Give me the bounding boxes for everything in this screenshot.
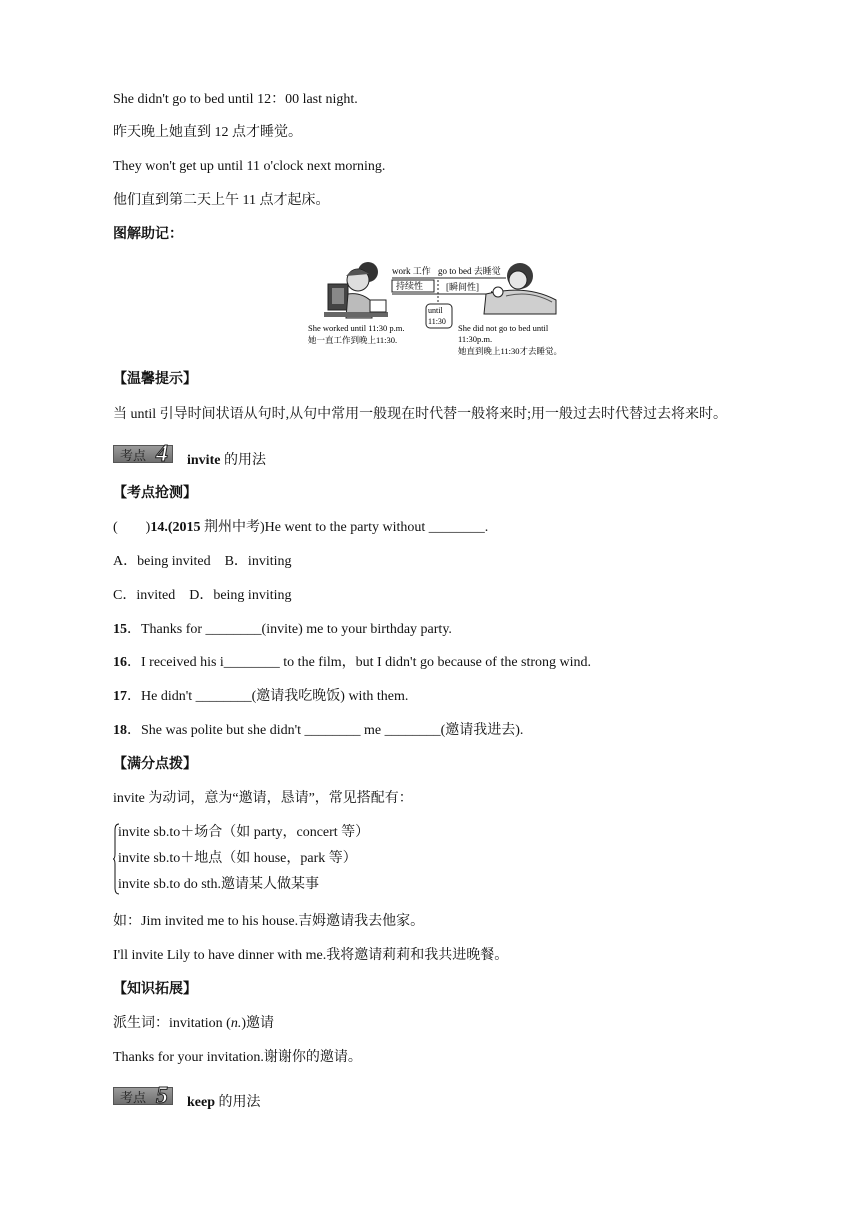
right-caption-cn: 她直到晚上11:30才去睡觉。 xyxy=(458,346,563,356)
question-text: ．She was polite but she didn't ________ me ________(邀请我进去). xyxy=(127,723,524,738)
point-title-text: 的用法 xyxy=(215,1095,261,1110)
collocation-list xyxy=(113,822,513,896)
tips-heading: 【温馨提示】 xyxy=(113,372,197,387)
question-16 xyxy=(113,654,591,672)
badge-number: 5 xyxy=(156,1083,168,1109)
collocation-item: invite sb.to do sth.邀请某人做某事 xyxy=(118,877,320,892)
until-diagram xyxy=(306,256,596,364)
example-sentence-1: She didn't go to bed until 12：00 last night. xyxy=(113,92,358,107)
point-badge-4 xyxy=(113,443,173,465)
durative-label: 持续性 xyxy=(396,281,424,291)
point-badge-5 xyxy=(113,1085,173,1107)
right-caption-en-1: She did not go to bed until xyxy=(458,323,549,333)
question-number: 14.(2015 xyxy=(150,520,201,535)
part-of-speech: n. xyxy=(230,1016,242,1031)
working-woman-illustration xyxy=(324,262,388,318)
answer-blank: ( ) xyxy=(113,520,151,535)
question-18 xyxy=(113,722,523,740)
point-title-text: 的用法 xyxy=(220,453,266,468)
test-heading: 【考点抢测】 xyxy=(113,486,197,501)
work-label: work 工作 xyxy=(392,266,431,276)
options-cd: C．invited D．being inviting xyxy=(113,588,292,603)
derivative-suffix: )邀请 xyxy=(241,1016,274,1031)
example-translation-1: 昨天晚上她直到 12 点才睡觉。 xyxy=(113,125,302,140)
example-2: I'll invite Lily to have dinner with me.我将邀请莉莉和我共进晚餐。 xyxy=(113,948,509,963)
collocation-item: invite sb.to＋地点（如 house，park 等） xyxy=(118,851,357,866)
right-caption-en-2: 11:30p.m. xyxy=(458,334,493,344)
point-keyword: keep xyxy=(187,1095,215,1110)
example-1: 如：Jim invited me to his house.吉姆邀请我去他家。 xyxy=(113,914,425,929)
collocation-item: invite sb.to＋场合（如 party，concert 等） xyxy=(118,825,370,840)
left-caption-cn: 她一直工作到晚上11:30. xyxy=(308,335,398,345)
badge-word: 考点 xyxy=(120,1090,147,1106)
full-marks-body: invite 为动词，意为“邀请，恳请”，常见搭配有： xyxy=(113,791,413,806)
go-to-bed-label: go to bed 去睡觉 xyxy=(438,266,501,276)
full-marks-heading: 【满分点拨】 xyxy=(113,757,197,772)
time-label: 11:30 xyxy=(428,317,446,326)
tips-body: 当 until 引导时间状语从句时,从句中常用一般现在时代替一般将来时;用一般过去时代替过去将来时。 xyxy=(113,407,728,422)
question-number: 16 xyxy=(113,655,127,670)
options-ab: A．being invited B．inviting xyxy=(113,554,292,569)
point-title-4 xyxy=(187,449,266,469)
question-17 xyxy=(113,688,408,706)
badge-word: 考点 xyxy=(120,448,147,464)
left-caption-en: She worked until 11:30 p.m. xyxy=(308,323,405,333)
diagram-heading: 图解助记： xyxy=(113,227,183,242)
instant-label: [瞬间性] xyxy=(446,282,479,292)
question-14 xyxy=(113,519,488,537)
point-title-5 xyxy=(187,1091,261,1111)
question-text: ．I received his i________ to the film，but I didn't go because of the strong wind. xyxy=(127,655,592,670)
question-text: 荆州中考)He went to the party without ________. xyxy=(200,520,489,535)
question-number: 18 xyxy=(113,723,127,738)
question-text: ．He didn't ________(邀请我吃晚饭) with them. xyxy=(127,689,409,704)
extension-heading: 【知识拓展】 xyxy=(113,982,197,997)
derivative-example: Thanks for your invitation.谢谢你的邀请。 xyxy=(113,1050,362,1065)
derivative-prefix: 派生词：invitation ( xyxy=(113,1016,231,1031)
until-label: until xyxy=(428,306,443,315)
question-15 xyxy=(113,621,452,639)
point-keyword: invite xyxy=(187,453,221,468)
derivative-line xyxy=(113,1015,274,1033)
question-text: ．Thanks for ________(invite) me to your birthday party. xyxy=(127,622,452,637)
example-translation-2: 他们直到第二天上午 11 点才起床。 xyxy=(113,193,330,208)
example-sentence-2: They won't get up until 11 o'clock next morning. xyxy=(113,159,386,174)
question-number: 15 xyxy=(113,622,127,637)
badge-number: 4 xyxy=(156,441,168,467)
question-number: 17 xyxy=(113,689,127,704)
